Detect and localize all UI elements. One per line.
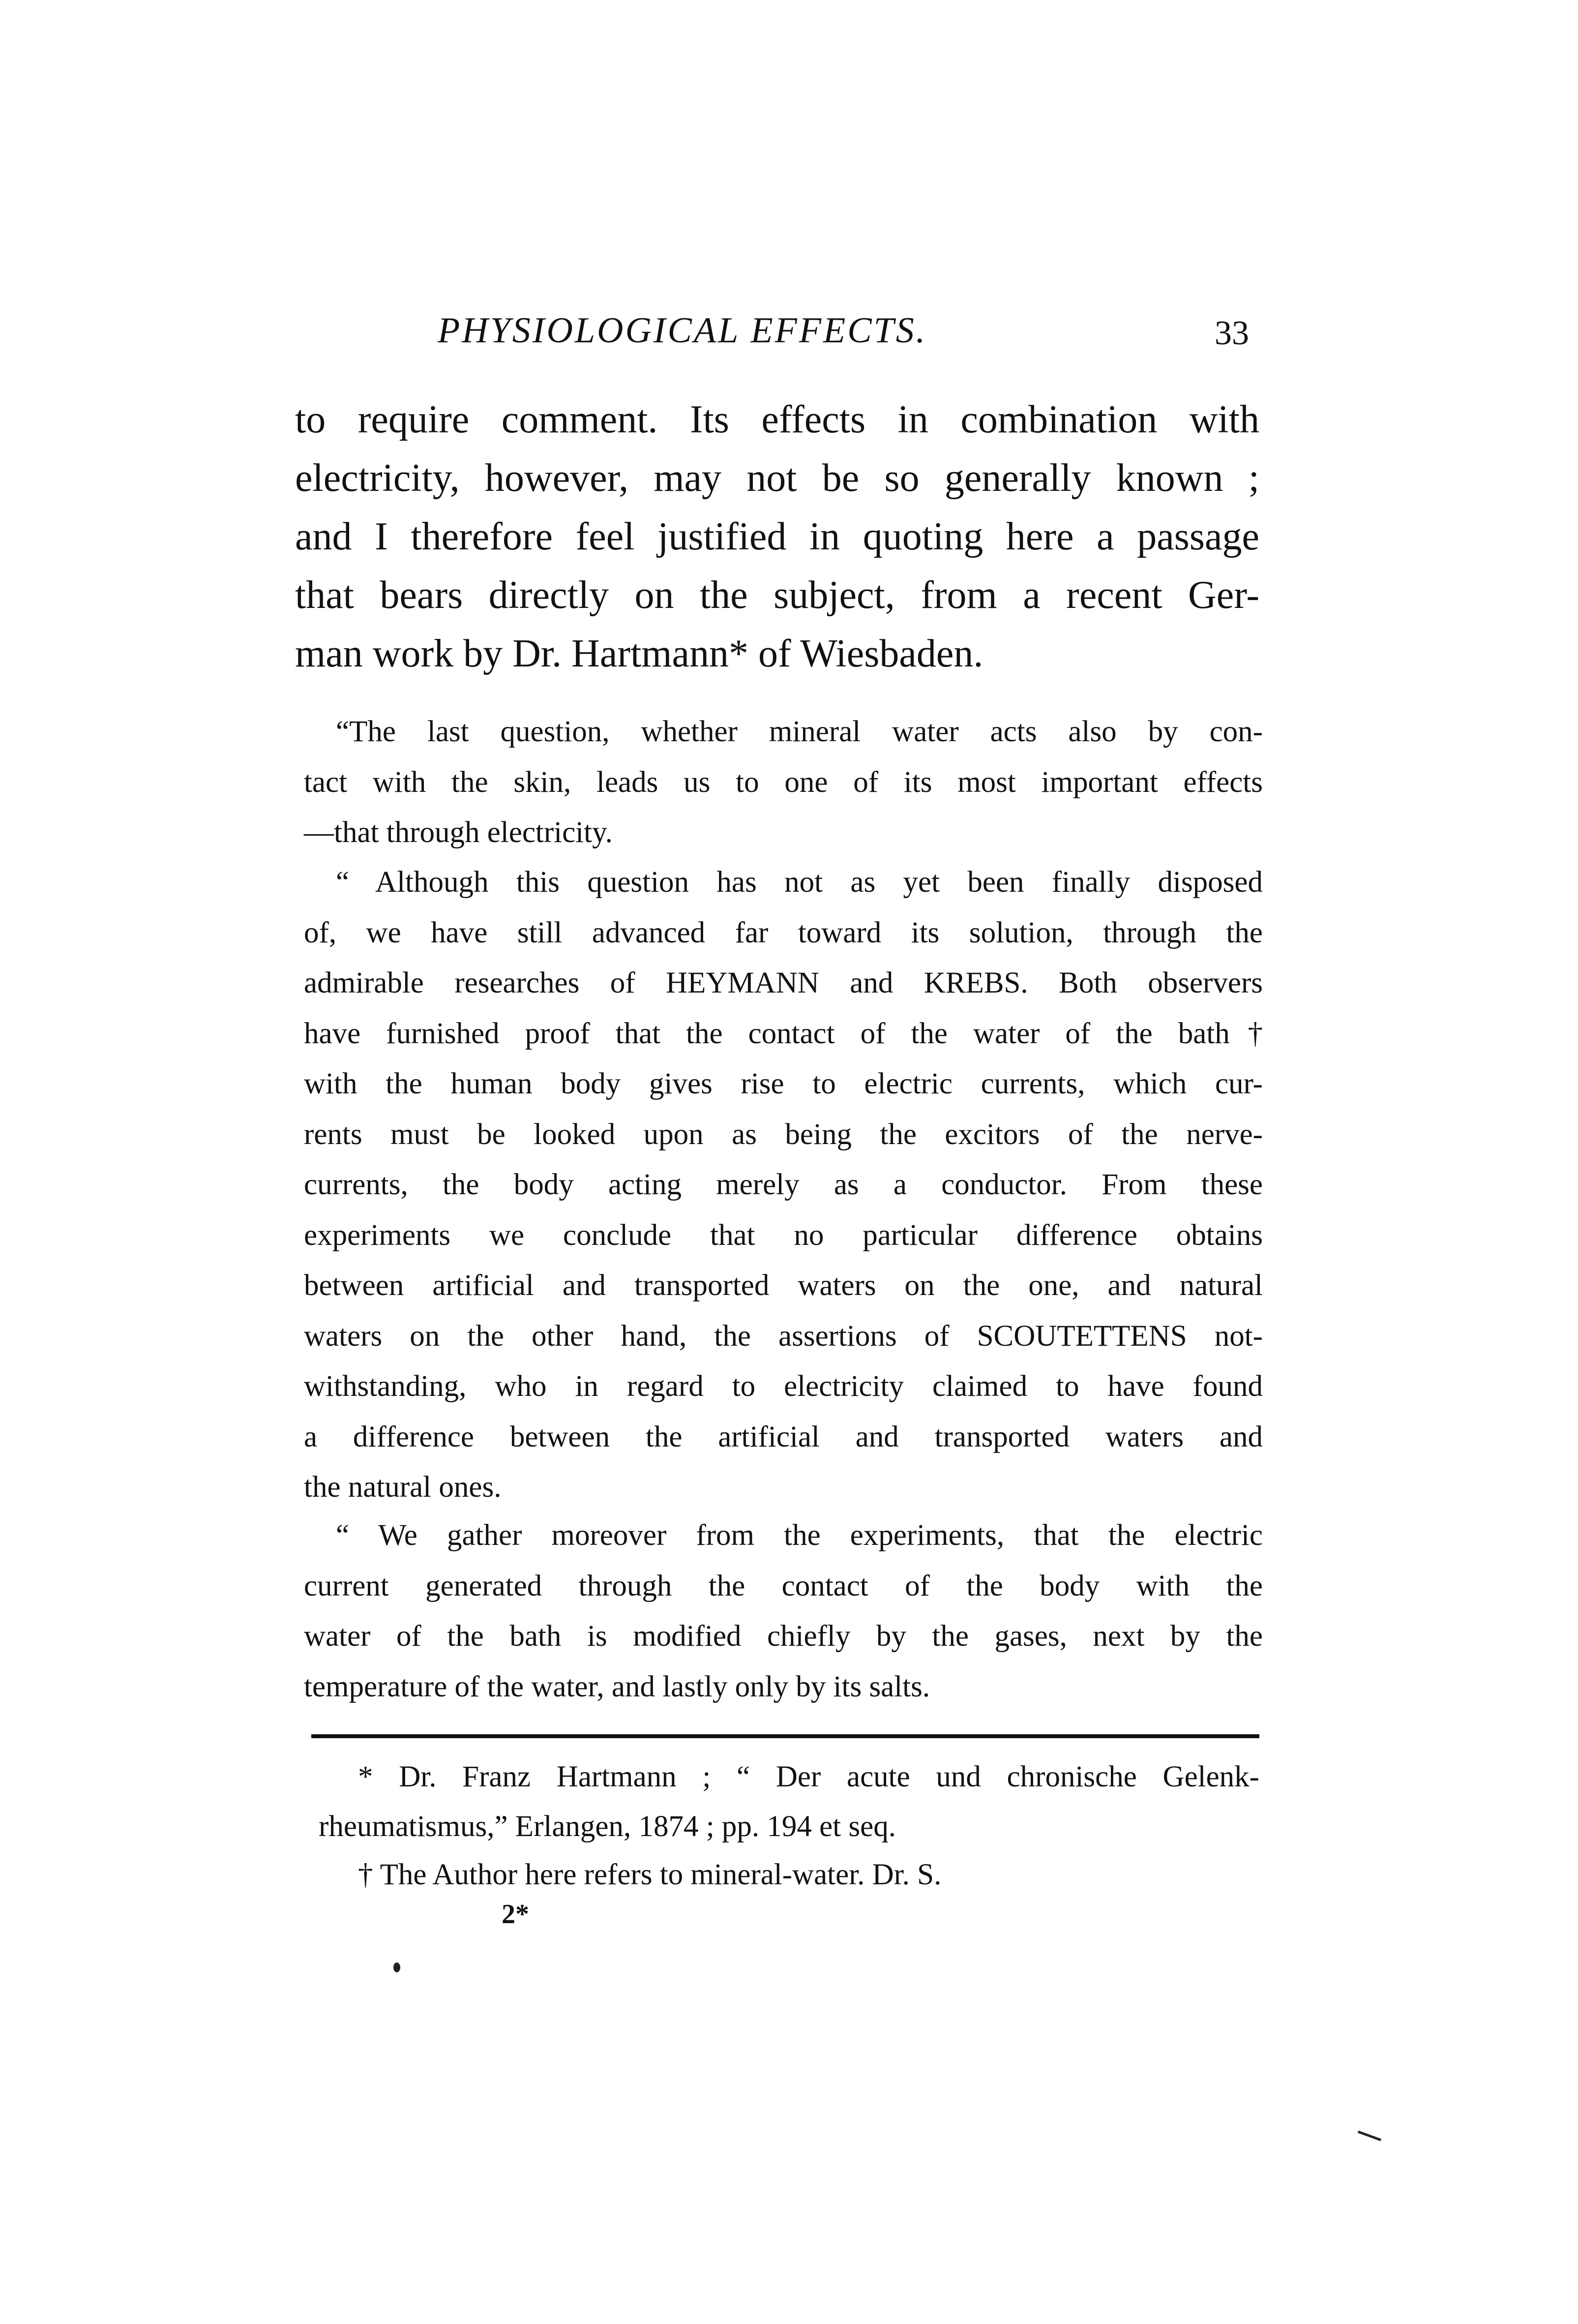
body-line: and I therefore feel justified in quoting here a passage bbox=[295, 515, 1259, 559]
quote-line: currents, the body acting merely as a conductor. From these bbox=[304, 1168, 1263, 1202]
quote-line: current generated through the contact of the body with the bbox=[304, 1569, 1263, 1602]
footnotes-line: † The Author here refers to mineral-water. Dr. S. bbox=[358, 1858, 942, 1892]
quote-line: tact with the skin, leads us to one of its most important effects bbox=[304, 765, 1263, 799]
quote-line: “ Although this question has not as yet been finally disposed bbox=[336, 866, 1263, 899]
quote-line: have furnished proof that the contact of the water of the bath† bbox=[304, 1017, 1263, 1050]
quote-line: admirable researches of HEYMANN and KREBS. Both observers bbox=[304, 966, 1263, 1000]
quote-line: rents must be looked upon as being the excitors of the nerve- bbox=[304, 1117, 1263, 1151]
quote-line: withstanding, who in regard to electricity claimed to have found bbox=[304, 1370, 1263, 1403]
quote-line: water of the bath is modified chiefly by the gases, next by the bbox=[304, 1620, 1263, 1653]
footnotes-line: * Dr. Franz Hartmann ; “ Der acute und chronische Gelenk- bbox=[358, 1760, 1259, 1794]
body-line: to require comment. Its effects in combination with bbox=[295, 398, 1259, 442]
body-line: man work by Dr. Hartmann* of Wiesbaden. bbox=[295, 632, 983, 676]
quote-line: experiments we conclude that no particular difference obtains bbox=[304, 1218, 1263, 1252]
quote-line: a difference between the artificial and transported waters and bbox=[304, 1420, 1263, 1453]
quote-line: the natural ones. bbox=[304, 1471, 502, 1504]
quote-line: “ We gather moreover from the experiments, that the electric bbox=[336, 1519, 1263, 1552]
scan-speck bbox=[393, 1962, 400, 1972]
body-line: that bears directly on the subject, from a recent Ger- bbox=[295, 573, 1259, 617]
quote-line: waters on the other hand, the assertions of SCOUTETTENS not- bbox=[304, 1319, 1263, 1353]
quote-line: between artificial and transported waters on the one, and natural bbox=[304, 1269, 1263, 1302]
body-line: electricity, however, may not be so generally known ; bbox=[295, 456, 1259, 500]
quote-line: —that through electricity. bbox=[304, 816, 613, 849]
page-number: 33 bbox=[1215, 314, 1249, 352]
quote-line: of, we have still advanced far toward its solution, through the bbox=[304, 916, 1263, 949]
footnote-rule bbox=[311, 1734, 1259, 1738]
scan-speck bbox=[1358, 2131, 1382, 2142]
footnotes-line: rheumatismus,” Erlangen, 1874 ; pp. 194 et seq. bbox=[319, 1810, 896, 1843]
quote-line: with the human body gives rise to electric currents, which cur- bbox=[304, 1067, 1263, 1101]
quote-line: temperature of the water, and lastly only by its salts. bbox=[304, 1670, 930, 1703]
signature-mark: 2* bbox=[502, 1899, 529, 1930]
running-title: PHYSIOLOGICAL EFFECTS. bbox=[438, 310, 927, 351]
quote-line: “The last question, whether mineral water acts also by con- bbox=[336, 715, 1263, 749]
